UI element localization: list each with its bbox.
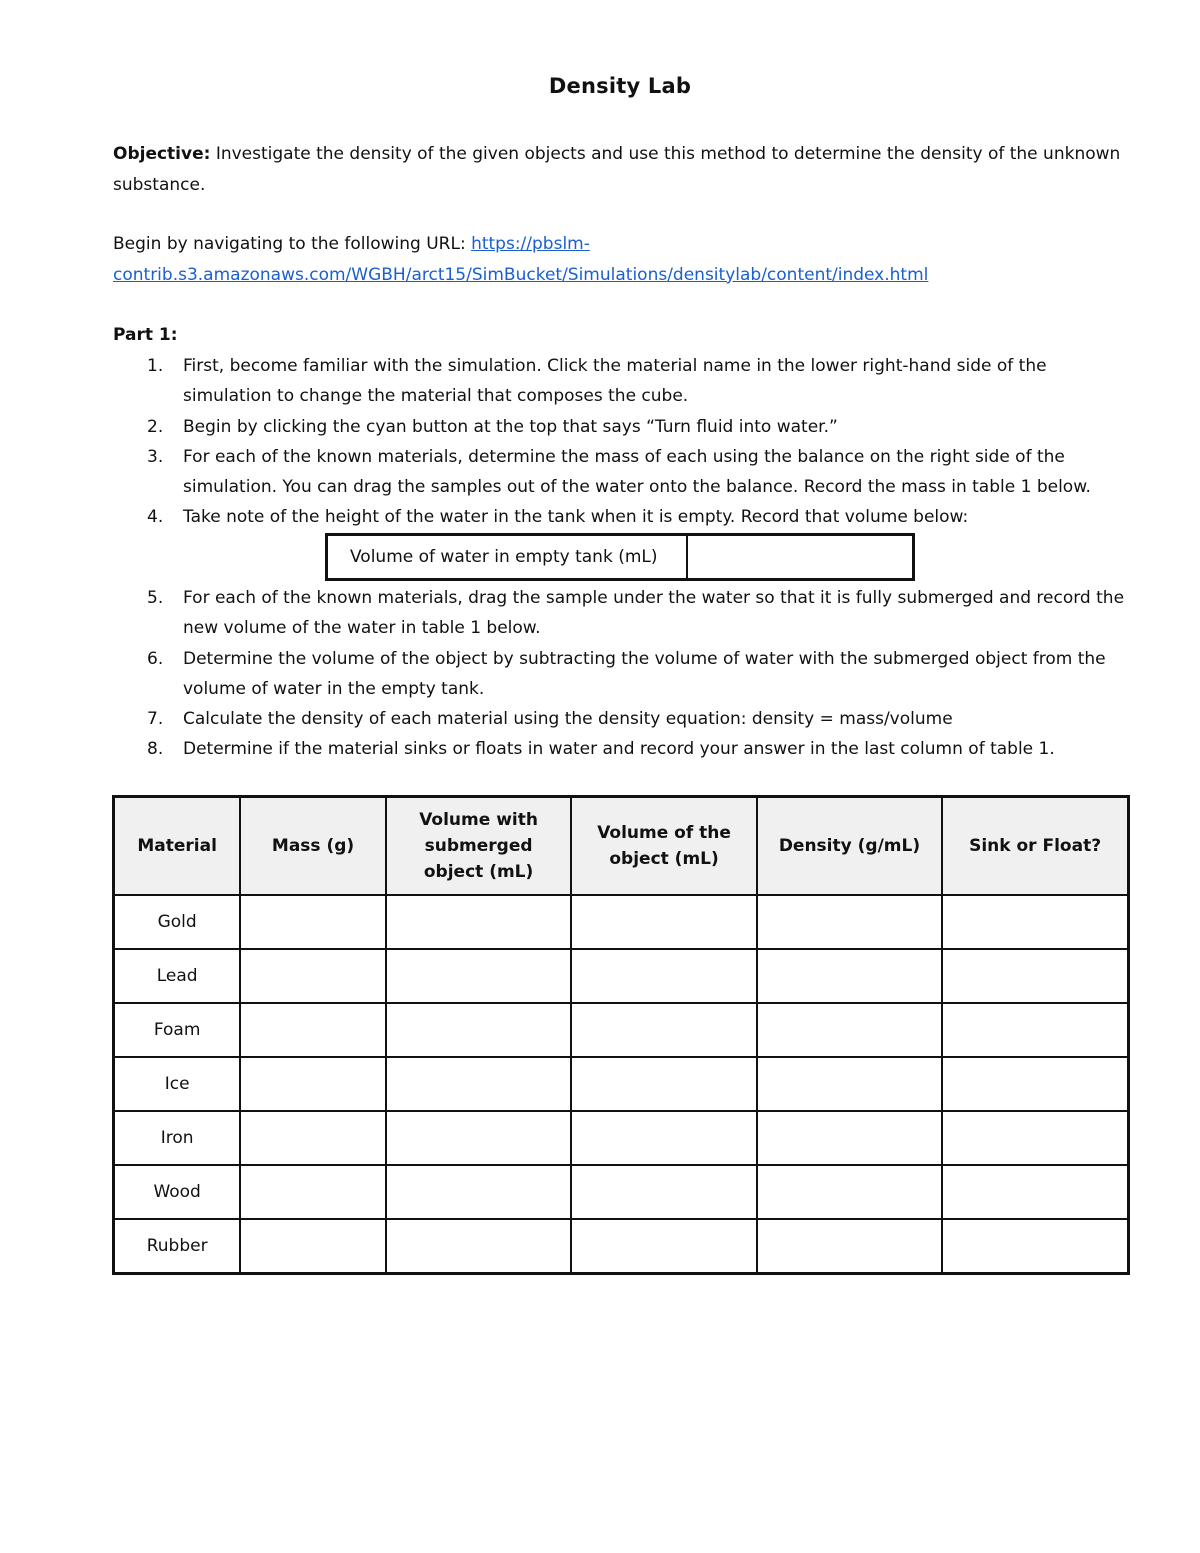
- step-text: For each of the known materials, drag the sample under the water so that it is fully submerged and record the new volume of the water in table 1 below.: [183, 588, 1125, 639]
- step-4: [113, 502, 1133, 532]
- steps-list-upper: [113, 351, 1133, 533]
- objective-label: Objective:: [113, 144, 211, 164]
- step-6: [113, 644, 1133, 705]
- table-row: [114, 895, 1129, 949]
- step-text: Take note of the height of the water in the tank when it is empty. Record that volume below:: [183, 507, 969, 528]
- mass-cell[interactable]: [240, 895, 385, 949]
- step-text: First, become familiar with the simulation. Click the material name in the lower right-hand side of the simulation to change the material that composes the cube.: [183, 356, 1047, 407]
- volume-submerged-cell[interactable]: [386, 949, 572, 1003]
- table-row: [114, 1165, 1129, 1219]
- material-cell: Foam: [114, 1003, 241, 1057]
- step-text: Determine the volume of the object by subtracting the volume of water with the submerged object from the volume of water in the empty tank.: [183, 648, 1106, 699]
- table-row: [114, 1111, 1129, 1165]
- navigation-paragraph: [113, 229, 1123, 290]
- step-number: 5.: [147, 588, 164, 608]
- step-5: [113, 583, 1133, 644]
- volume-submerged-cell[interactable]: [386, 1165, 572, 1219]
- volume-submerged-cell[interactable]: [386, 1111, 572, 1165]
- volume-object-cell[interactable]: [571, 1219, 756, 1274]
- volume-object-cell[interactable]: [571, 895, 756, 949]
- table-row: [114, 1219, 1129, 1274]
- material-cell: Lead: [114, 949, 241, 1003]
- density-cell[interactable]: [757, 1219, 942, 1274]
- step-number: 2.: [147, 416, 164, 437]
- sink-float-cell[interactable]: [942, 949, 1128, 1003]
- header-sink-float: Sink or Float?: [942, 797, 1128, 896]
- density-cell[interactable]: [757, 1057, 942, 1111]
- volume-object-cell[interactable]: [571, 1003, 756, 1057]
- step-number: 1.: [147, 356, 164, 376]
- density-cell[interactable]: [757, 949, 942, 1003]
- step-2: [113, 412, 1133, 442]
- volume-submerged-cell[interactable]: [386, 1219, 572, 1274]
- table-header-row: [114, 797, 1129, 896]
- header-volume-object: Volume of the object (mL): [571, 797, 756, 896]
- page-title: Density Lab: [548, 74, 692, 98]
- mass-cell[interactable]: [240, 949, 385, 1003]
- objective-paragraph: [113, 139, 1123, 200]
- step-1: [113, 351, 1133, 412]
- navigation-prefix: Begin by navigating to the following URL:: [113, 234, 472, 254]
- step-number: 7.: [147, 709, 164, 730]
- volume-submerged-cell[interactable]: [386, 1057, 572, 1111]
- sink-float-cell[interactable]: [942, 1003, 1128, 1057]
- material-cell: Wood: [114, 1165, 241, 1219]
- header-material: Material: [114, 797, 241, 896]
- table-row: [114, 1057, 1129, 1111]
- header-mass: Mass (g): [240, 797, 385, 896]
- density-cell[interactable]: [757, 895, 942, 949]
- step-text: Determine if the material sinks or floats in water and record your answer in the last column of table 1.: [183, 739, 1055, 760]
- volume-object-cell[interactable]: [571, 1165, 756, 1219]
- sink-float-cell[interactable]: [942, 895, 1128, 949]
- material-cell: Ice: [114, 1057, 241, 1111]
- part-heading: Part 1:: [113, 325, 178, 345]
- density-cell[interactable]: [757, 1165, 942, 1219]
- step-3: [113, 442, 1133, 503]
- step-text: Begin by clicking the cyan button at the top that says “Turn fluid into water.”: [183, 416, 838, 437]
- volume-submerged-cell[interactable]: [386, 895, 572, 949]
- density-cell[interactable]: [757, 1111, 942, 1165]
- mass-cell[interactable]: [240, 1165, 385, 1219]
- step-text: Calculate the density of each material using the density equation: density = mass/volume: [183, 709, 953, 730]
- table-row: [114, 1003, 1129, 1057]
- mass-cell[interactable]: [240, 1057, 385, 1111]
- step-number: 3.: [147, 446, 164, 467]
- steps-list-lower: [113, 583, 1133, 765]
- density-data-table: [112, 795, 1130, 1275]
- step-text: For each of the known materials, determine the mass of each using the balance on the right side of the simulation. You can drag the samples out of the water onto the balance. Record the mass in table 1 below.: [183, 446, 1091, 498]
- step-7: [113, 704, 1133, 734]
- step-number: 8.: [147, 739, 164, 760]
- objective-text: Investigate the density of the given objects and use this method to determine the density of the unknown substance.: [113, 144, 1121, 195]
- density-cell[interactable]: [757, 1003, 942, 1057]
- header-volume-submerged: Volume with submerged object (mL): [386, 797, 572, 896]
- material-cell: Rubber: [114, 1219, 241, 1274]
- empty-tank-volume-table: [325, 533, 915, 581]
- empty-tank-volume-label: Volume of water in empty tank (mL): [328, 536, 688, 578]
- sink-float-cell[interactable]: [942, 1165, 1128, 1219]
- material-cell: Iron: [114, 1111, 241, 1165]
- volume-object-cell[interactable]: [571, 1057, 756, 1111]
- sink-float-cell[interactable]: [942, 1219, 1128, 1274]
- table-row: [114, 949, 1129, 1003]
- mass-cell[interactable]: [240, 1003, 385, 1057]
- volume-submerged-cell[interactable]: [386, 1003, 572, 1057]
- step-number: 4.: [147, 507, 164, 528]
- mass-cell[interactable]: [240, 1111, 385, 1165]
- sink-float-cell[interactable]: [942, 1111, 1128, 1165]
- simulation-link[interactable]: https://pbslm-contrib.s3.amazonaws.com/WGBH/arct15/SimBucket/Simulations/densitylab/content/index.html: [113, 234, 929, 285]
- header-density: Density (g/mL): [757, 797, 942, 896]
- material-cell: Gold: [114, 895, 241, 949]
- step-8: [113, 734, 1133, 764]
- step-number: 6.: [147, 648, 164, 669]
- mass-cell[interactable]: [240, 1219, 385, 1274]
- sink-float-cell[interactable]: [942, 1057, 1128, 1111]
- volume-object-cell[interactable]: [571, 1111, 756, 1165]
- empty-tank-volume-cell[interactable]: [688, 536, 912, 578]
- volume-object-cell[interactable]: [571, 949, 756, 1003]
